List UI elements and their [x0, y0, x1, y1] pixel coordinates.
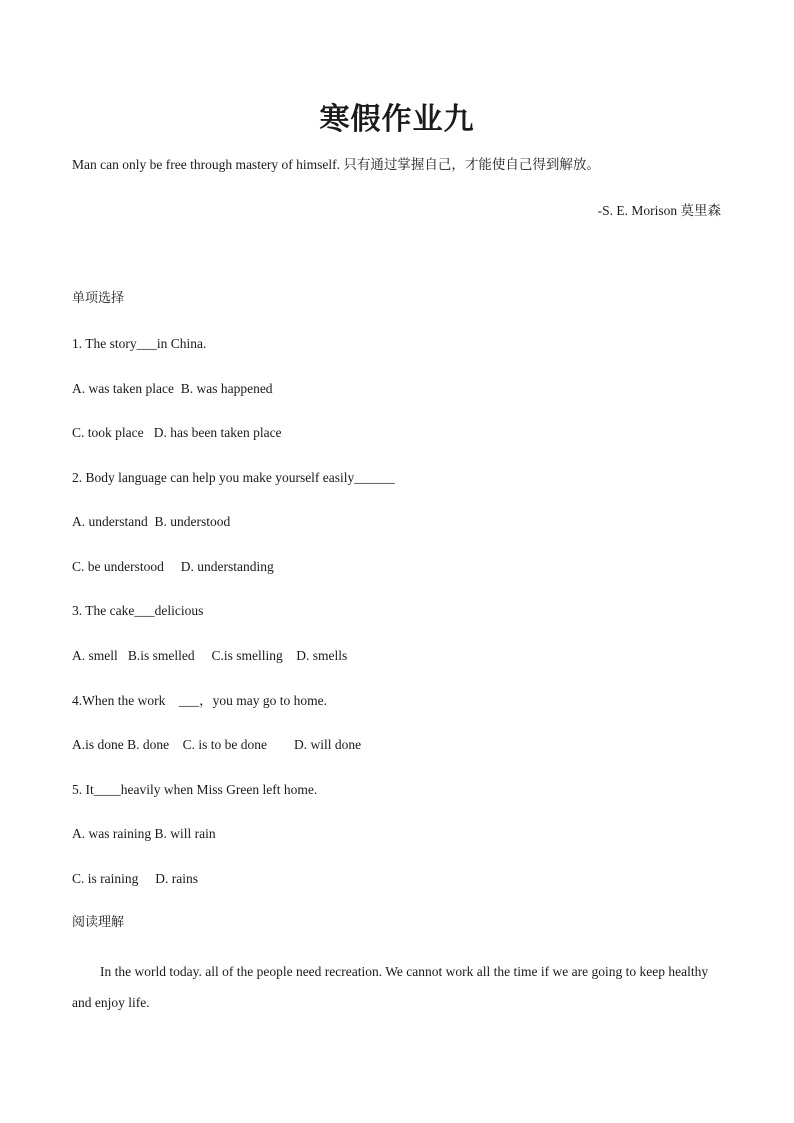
motto-quote: Man can only be free through mastery of himself. 只有通过掌握自己，才能使自己得到解放。	[72, 157, 600, 172]
question-5-options-a-b: A. was raining B. will rain	[72, 826, 216, 841]
question-5-stem: 5. It____heavily when Miss Green left home.	[72, 782, 318, 797]
question-3-stem: 3. The cake___delicious	[72, 603, 204, 618]
question-5-options-c-d: C. is raining D. rains	[72, 871, 198, 886]
question-4-stem: 4.When the work ___，you may go to home.	[72, 693, 327, 708]
page-title: 寒假作业九	[319, 102, 475, 137]
section-heading-reading: 阅读理解	[72, 915, 125, 930]
question-1-options-c-d: C. took place D. has been taken place	[72, 425, 282, 440]
question-3-options: A. smell B.is smelled C.is smelling D. smells	[72, 648, 348, 663]
reading-paragraph: In the world today. all of the people need recreation. We cannot work all the time if we are going to keep healthy and enjoy life.	[72, 964, 709, 1010]
question-1-options-a-b: A. was taken place B. was happened	[72, 381, 273, 396]
question-2-options-c-d: C. be understood D. understanding	[72, 559, 274, 574]
section-heading-multiple-choice: 单项选择	[72, 291, 125, 306]
question-2-stem: 2. Body language can help you make yourself easily______	[72, 470, 395, 485]
question-2-options-a-b: A. understand B. understood	[72, 514, 231, 529]
question-4-options: A.is done B. done C. is to be done D. will done	[72, 737, 362, 752]
question-1-stem: 1. The story___in China.	[72, 336, 207, 351]
motto-author: -S. E. Morison 莫里森	[597, 203, 721, 218]
